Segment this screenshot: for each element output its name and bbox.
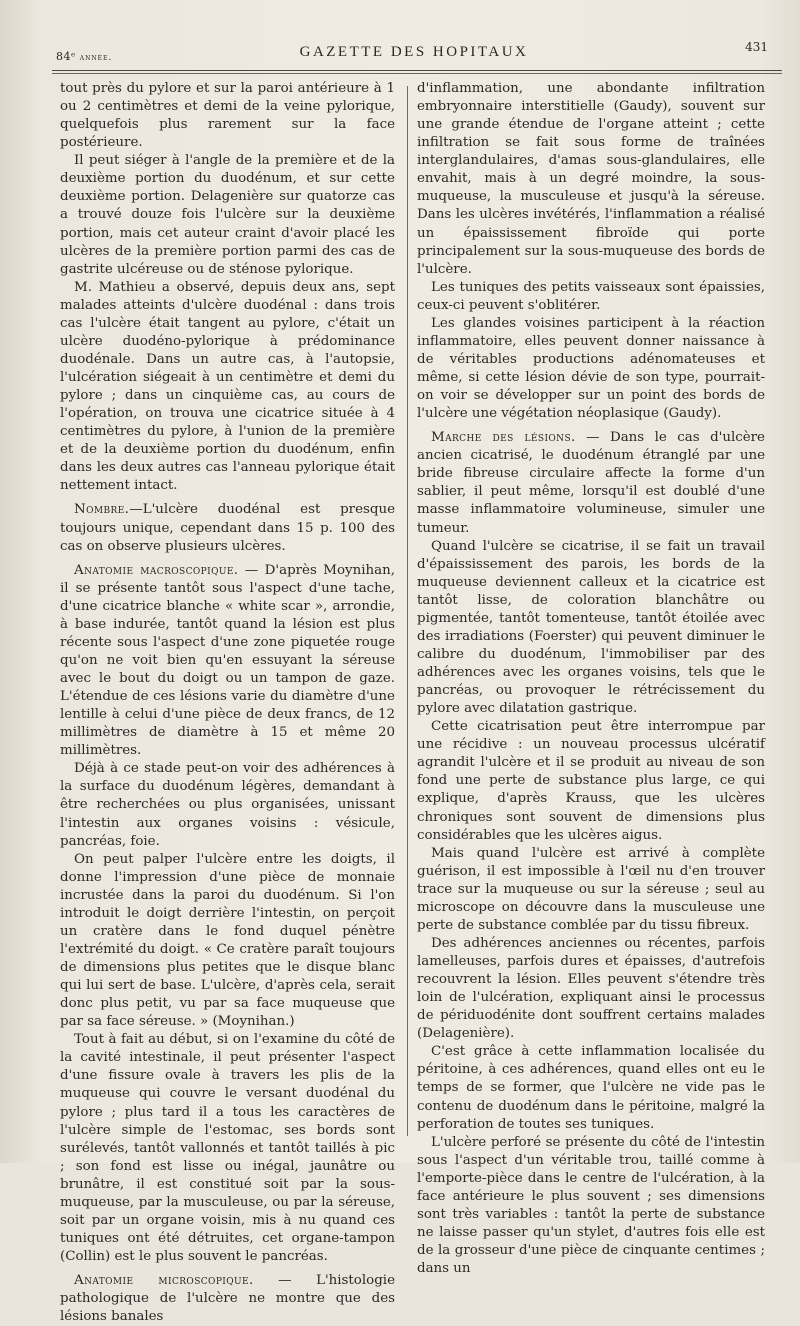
- paragraph: tout près du pylore et sur la paroi antérieure à 1 ou 2 centimètres et demi de la veine pylorique, quelquefois plus rarement sur la face postérieure.: [60, 81, 395, 151]
- paragraph: C'est grâce à cette inflammation localisée du péritoine, à ces adhérences, quand elles ont eu le temps de se former, que l'ulcère ne vide pas le contenu de duodénum dans le péritoine, malgré la perforation de toutes ses tuniques.: [417, 1044, 765, 1132]
- paragraph: Marche des lésions. — Dans le cas d'ulcère ancien cicatrisé, le duodénum étranglé par une bride fibreuse circulaire affecte la forme d'un sablier, il peut même, lorsqu'il est doublé d'une masse inflammatoire volumineuse, simuler une tumeur.: [417, 430, 765, 536]
- paragraph: L'ulcère perforé se présente du côté de l'intestin sous l'aspect d'un véritable trou, taillé comme à l'emporte-pièce dans le centre de l'ulcération, à la face antérieure le plus souvent ; ses dimensions sont très variables : tantôt la perte de substance ne laisse passer qu'un stylet, d'autres fois elle est de la grosseur d'une pièce de cinquante centimes ; dans un: [417, 1134, 765, 1277]
- paragraph: Des adhérences anciennes ou récentes, parfois lamelleuses, parfois dures et épaisses, d'autrefois recouvrent la lésion. Elles peuvent s'étendre très loin de l'ulcération, expliquant ainsi le processus de périduodénite dont souffrent certains malades (Delagenière).: [417, 935, 765, 1042]
- paragraph: Déjà à ce stade peut-on voir des adhérences à la surface du duodénum légères, demandant à être recherchées ou plus organisées, unissant l'intestin aux organes voisins : vésicule, pancréas, foie.: [60, 761, 395, 849]
- page-header: [56, 40, 772, 70]
- paragraph: Cette cicatrisation peut être interrompue par une récidive : un nouveau processus ulcératif agrandit l'ulcère et il se produit au niveau de son fond une perte de substance plus large, ce qui explique, d'après Krauss, que les ulcères chroniques sont souvent de dimensions plus considérables que les ulcères aigus.: [417, 719, 765, 843]
- paragraph: Quand l'ulcère se cicatrise, il se fait un travail d'épaississement des parois, les bords de la muqueuse deviennent calleux et la cicatrice est tantôt lisse, de coloration blanchâtre ou pigmentée, tantôt tomenteuse, tantôt étoilée avec des irradiations (Foerster) qui peuvent diminuer le calibre du duodénum, l'immobiliser par des adhérences avec les organes voisins, tels que le pancréas, ou provoquer le rétrécissement du pylore avec dilatation gastrique.: [417, 538, 765, 717]
- section-heading: Nombre.: [74, 502, 130, 518]
- section-heading: Marche des lésions.: [431, 430, 576, 446]
- section-heading: Anatomie microscopique.: [74, 1273, 254, 1289]
- header-rule: [52, 70, 782, 71]
- paragraph: d'inflammation, une abondante infiltration embryonnaire interstitielle (Gaudy), souvent sur une grande étendue de l'organe atteint ; cette infiltration se fait sous forme de traînées interglandulaires, d'amas sous-glandulaires, elle envahit, mais à un degré moindre, la sous-muqueuse, la musculeuse et jusqu'à la séreuse. Dans les ulcères invétérés, l'inflammation a réalisé un épaississement fibroïde qui porte principalement sur la sous-muqueuse des bords de l'ulcère.: [417, 81, 765, 277]
- issue-word: année.: [79, 53, 113, 63]
- paragraph: Tout à fait au début, si on l'examine du côté de la cavité intestinale, il peut présenter l'aspect d'une fissure ovale à travers les plis de la muqueuse qui couvre le versant duodénal du pylore ; plus tard il a tous les caractères de l'ulcère simple de l'estomac, ses bords sont surélevés, tantôt vallonnés et tantôt taillés à pic ; son fond est lisse ou inégal, jaunâtre ou brunâtre, il est constitué soit par la sous-muqueuse, par la musculeuse, ou par la séreuse, soit par un organe voisin, mis à nu quand ces tuniques ont été détruites, cet organe-tampon (Collin) est le plus souvent le pancréas.: [60, 1032, 395, 1264]
- paragraph: Les glandes voisines participent à la réaction inflammatoire, elles peuvent donner naissance à de véritables productions adénomateuses et même, si cette lésion dévie de son type, pourrait-on voir se développer sur un point des bords de l'ulcère une végétation néoplasique (Gaudy).: [417, 315, 765, 422]
- paragraph: Nombre.—L'ulcère duodénal est presque toujours unique, cependant dans 15 p. 100 des cas on observe plusieurs ulcères.: [60, 502, 395, 554]
- header-rule-secondary: [52, 73, 782, 74]
- right-column: [417, 80, 765, 1278]
- paragraph: On peut palper l'ulcère entre les doigts, il donne l'impression d'une pièce de monnaie incrustée dans la paroi du duodénum. Si l'on introduit le doigt derrière l'intestin, on perçoit un cratère dans le fond duquel pénètre l'extrémité du doigt. « Ce cratère paraît toujours de dimensions plus petites que le disque blanc qui lui sert de base. L'ulcère, d'après cela, serait donc plus petit, vu par sa face muqueuse que par sa face séreuse. » (Moynihan.): [60, 851, 395, 1030]
- paragraph: Il peut siéger à l'angle de la première et de la deuxième portion du duodénum, et sur cette deuxième portion. Delagenière sur quatorze cas a trouvé douze fois l'ulcère sur la deuxième portion, mais cet auteur craint d'avoir placé les ulcères de la première portion parmi des cas de gastrite ulcéreuse ou de sténose pylorique.: [60, 153, 395, 277]
- paragraph: Mais quand l'ulcère est arrivé à complète guérison, il est impossible à l'œil nu d'en trouver trace sur la muqueuse ou sur la séreuse ; seul au microscope on découvre dans la musculeuse une perte de substance comblée par du tissu fibreux.: [417, 845, 765, 933]
- paragraph: Anatomie macroscopique. — D'après Moynihan, il se présente tantôt sous l'aspect d'une tache, d'une cicatrice blanche « white scar », arrondie, à base indurée, tantôt quand la lésion est plus récente sous l'aspect d'une zone piquetée rouge qu'on ne voit bien qu'en essuyant la séreuse avec le bout du doigt ou un tampon de gaze. L'étendue de ces lésions varie du diamètre d'une lentille à celui d'une pièce de deux francs, de 12 millimètres de diamètre à 15 et même 20 millimètres.: [60, 562, 395, 759]
- paragraph: Les tuniques des petits vaisseaux sont épaissies, ceux-ci peuvent s'oblitérer.: [417, 279, 765, 313]
- journal-title: GAZETTE DES HOPITAUX: [299, 44, 529, 60]
- issue-number: 84ᵉ: [56, 50, 76, 63]
- column-divider: [407, 86, 408, 1136]
- paragraph: Anatomie microscopique. — L'histologie pathologique de l'ulcère ne montre que des lésions banales: [60, 1273, 395, 1325]
- left-column: [60, 80, 395, 1326]
- section-heading: Anatomie macroscopique.: [74, 562, 239, 578]
- paragraph: M. Mathieu a observé, depuis deux ans, sept malades atteints d'ulcère duodénal : dans trois cas l'ulcère était tangent au pylore, c'était un ulcère duodéno-pylorique à prédominance duodénale. Dans un autre cas, à l'autopsie, l'ulcération siégeait à un centimètre et demi du pylore ; dans un cinquième cas, au cours de l'opération, on trouva une cicatrice située à 4 centimètres du pylore, à l'union de la première et de la deuxième portion du duodénum, enfin dans les deux autres cas l'anneau pylorique était nettement intact.: [60, 279, 395, 494]
- page-number: 431: [745, 40, 768, 54]
